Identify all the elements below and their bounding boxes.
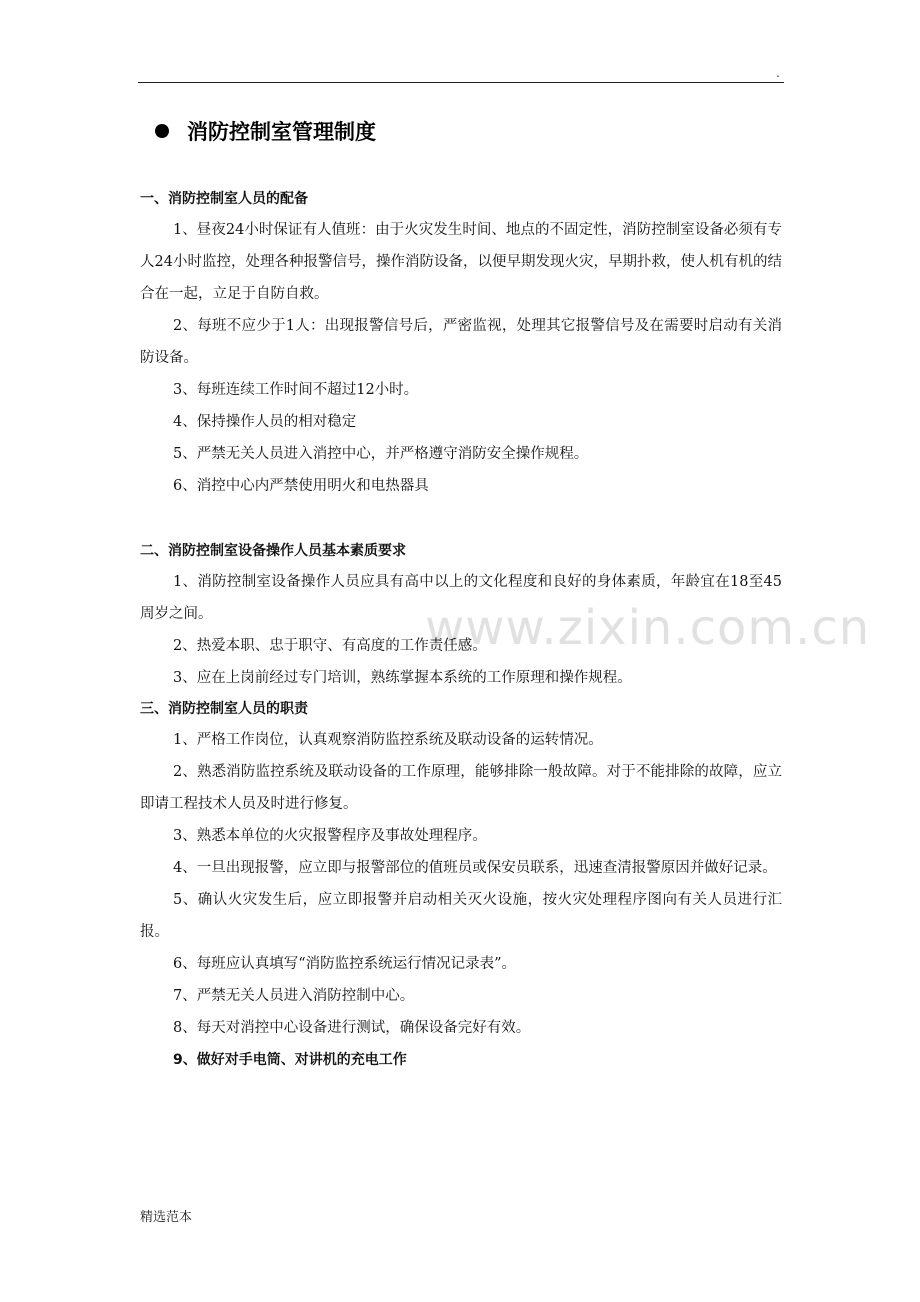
section-item: 1、消防控制室设备操作人员应具有高中以上的文化程度和良好的身体素质，年龄宜在18至45周岁之间。	[140, 574, 782, 622]
section-item: 2、热爱本职、忠于职守、有高度的工作责任感。	[173, 638, 487, 654]
header-rule	[138, 82, 784, 83]
section-item: 7、严禁无关人员进入消防控制中心。	[173, 988, 415, 1004]
title-row	[155, 116, 376, 146]
header-mark: .	[776, 66, 780, 80]
section-item: 6、消控中心内严禁使用明火和电热器具	[173, 478, 429, 494]
section-item: 2、熟悉消防监控系统及联动设备的工作原理，能够排除一般故障。对于不能排除的故障，应立即请工程技术人员及时进行修复。	[140, 764, 782, 812]
section-item: 1、昼夜24小时保证有人值班：由于火灾发生时间、地点的不固定性，消防控制室设备必须有专人24小时监控，处理各种报警信号，操作消防设备，以便早期发现火灾，早期扑救，使人机有机的结合在一起，立足于自防自救。	[140, 222, 782, 302]
section-item: 8、每天对消控中心设备进行测试，确保设备完好有效。	[173, 1020, 531, 1036]
section-heading: 三、消防控制室人员的职责	[140, 701, 308, 717]
bullet-icon	[155, 124, 169, 138]
section-item: 4、保持操作人员的相对稳定	[173, 414, 357, 430]
footer-text: 精选范本	[140, 1210, 193, 1225]
document-title: 消防控制室管理制度	[187, 120, 376, 144]
section-heading: 二、消防控制室设备操作人员基本素质要求	[140, 543, 406, 559]
section-item: 1、严格工作岗位，认真观察消防监控系统及联动设备的运转情况。	[173, 732, 603, 748]
section-item: 9、做好对手电筒、对讲机的充电工作	[173, 1052, 407, 1068]
document-body	[140, 184, 782, 1076]
watermark: www.zixin.com.cn	[425, 600, 871, 656]
section-item: 2、每班不应少于1人：出现报警信号后，严密监视，处理其它报警信号及在需要时启动有关消防设备。	[140, 318, 782, 366]
section-item: 4、一旦出现报警，应立即与报警部位的值班员或保安员联系，迅速查清报警原因并做好记录。	[173, 860, 777, 876]
section-item: 3、应在上岗前经过专门培训，熟练掌握本系统的工作原理和操作规程。	[173, 670, 632, 686]
section-item: 3、每班连续工作时间不超过12小时。	[173, 382, 419, 398]
section-item: 6、每班应认真填写“消防监控系统运行情况记录表”。	[173, 956, 517, 972]
section-item: 5、严禁无关人员进入消控中心，并严格遵守消防安全操作规程。	[173, 446, 589, 462]
section-item: 5、确认火灾发生后，应立即报警并启动相关灭火设施，按火灾处理程序图向有关人员进行汇报。	[140, 892, 782, 940]
section-gap	[140, 502, 782, 536]
section-heading: 一、消防控制室人员的配备	[140, 191, 308, 207]
section-item: 3、熟悉本单位的火灾报警程序及事故处理程序。	[173, 828, 487, 844]
